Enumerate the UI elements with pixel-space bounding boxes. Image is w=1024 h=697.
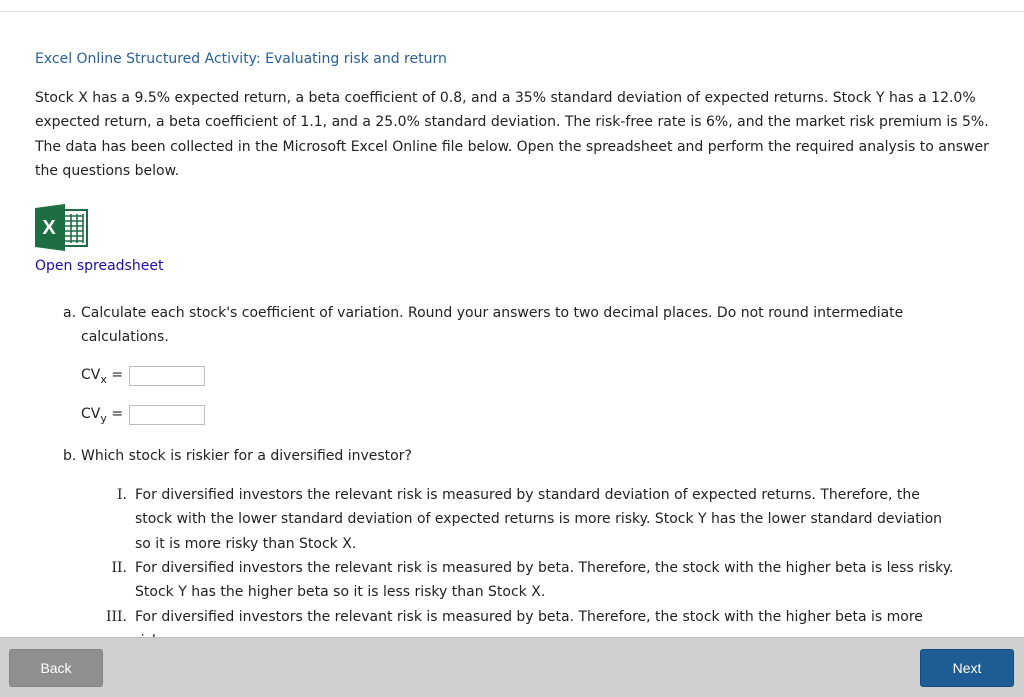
option-iii-text: For diversified investors the relevant risk is measured by beta. Therefore, the stock with the higher beta is more [135,608,923,625]
cvx-input[interactable] [129,366,205,386]
next-button[interactable]: Next [920,649,1014,687]
cvx-row [35,365,990,387]
problem-statement: Stock X has a 9.5% expected return, a beta coefficient of 0.8, and a 35% standard deviation of expected returns. Stock Y has a 12.0% expected return, a beta coefficient of 1.1, and a 25.0% standard deviation. The risk-free rate is 6%, and the market risk premium is 5%. The data has been collected in the Microsoft Excel Online file below. Open the spreadsheet and perform the required analysis to answer the questions below. [35,90,989,180]
option-i-number: I. [117,486,127,503]
top-divider [0,11,1024,12]
option-iii-number: III. [105,608,127,625]
activity-title: Excel Online Structured Activity: Evaluating risk and return [35,51,447,67]
option-i-text: For diversified investors the relevant risk is measured by standard deviation of expected returns. Therefore, the stock with the lower standard deviation of expected returns is more risky. Stock Y has the lower standard deviation so it is more risky than Stock X. [135,486,943,552]
open-spreadsheet-link[interactable]: Open spreadsheet [35,257,164,274]
question-a-letter: a. [63,304,77,321]
question-a [35,301,990,350]
question-b-text: Which stock is riskier for a diversified investor? [81,448,412,465]
answer-options [35,483,990,654]
option-ii-text: For diversified investors the relevant risk is measured by beta. Therefore, the stock with the higher beta is less risky. Stock Y has the higher beta so it is less risky than Stock X. [135,560,954,601]
cvx-label: $CV_x$ = [81,366,124,386]
question-b [35,444,990,468]
option-ii-number: II. [111,560,127,577]
navigation-footer [0,637,1024,697]
excel-icon[interactable] [35,204,89,251]
question-b-letter: b. [63,448,77,465]
option-i[interactable] [101,483,990,556]
cvy-label: $CV_y$ = [81,405,124,425]
question-a-text: Calculate each stock's coefficient of variation. Round your answers to two decimal places. Do not round intermediate calculations. [81,304,904,346]
cvy-row [35,404,990,426]
question-content [35,48,990,633]
option-ii[interactable] [101,556,990,605]
excel-icon-letter: X [42,216,56,239]
back-button[interactable]: Back [9,649,103,687]
cvy-input[interactable] [129,405,205,425]
